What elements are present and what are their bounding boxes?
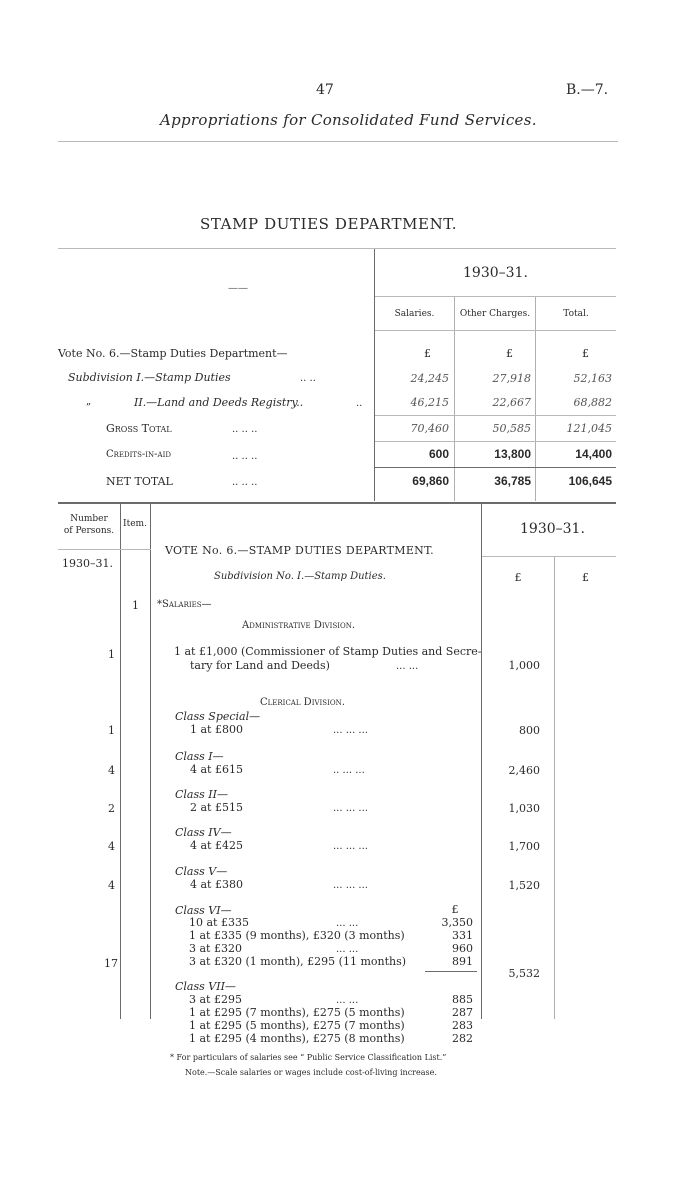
summary-vote-line: Vote No. 6.—Stamp Duties Department— [58,347,288,360]
class-name: Class II— [175,788,228,801]
summary-row-other: 27,918 [492,372,531,385]
class-name: Class IV— [175,826,232,839]
summary-col-salaries: Salaries. [394,309,435,319]
admin-line-2: tary for Land and Deeds) [190,659,330,672]
summary-gross-other: 50,585 [492,422,531,435]
summary-row-dots: .. [356,398,363,409]
class-vii-line: 3 at £295 [189,993,242,1006]
class-vi-dots: ... ... [336,918,359,929]
class-line: 1 at £800 [190,723,243,736]
summary-row-dots: .. .. [300,373,316,384]
salaries-heading: *Salaries— [157,599,212,610]
class-vi-amount: 331 [452,929,473,942]
summary-net-total: 106,645 [568,474,612,488]
class-vi-name: Class VI— [175,904,232,917]
class-vi-amount: 960 [452,942,473,955]
class-amount: 800 [519,724,540,737]
class-persons: 2 [108,802,115,815]
class-persons: 1 [108,724,115,737]
document-reference: B.—7. [566,82,609,98]
summary-col-head-rule [375,330,616,331]
detail-divider-total [554,557,555,1019]
summary-year-rule [375,296,616,297]
class-vi-currency: £ [451,903,459,916]
summary-currency-total: £ [582,347,589,360]
summary-row-ditto: „ [86,396,92,407]
class-vi-line: 1 at £335 (9 months), £320 (3 months) [189,929,405,942]
class-vi-sum-rule [425,971,477,972]
summary-credits-total: 14,400 [575,447,612,461]
class-vi-amount: 3,350 [441,916,473,929]
summary-row-total: 52,163 [573,372,612,385]
class-line: 4 at £615 [190,763,243,776]
class-vii-amount: 282 [452,1032,473,1045]
class-vii-amount: 287 [452,1006,473,1019]
subdivision-title: Subdivision No. I.—Stamp Duties. [214,571,386,582]
class-vii-amount: 885 [452,993,473,1006]
summary-row-label: II.—Land and Deeds Registry.. [134,396,304,409]
vote-title: VOTE No. 6.—STAMP DUTIES DEPARTMENT. [165,544,434,557]
summary-currency-other: £ [506,347,513,360]
class-line: 4 at £380 [190,878,243,891]
summary-row-other: 22,667 [492,396,531,409]
class-persons: 4 [108,840,115,853]
summary-net-dots: .. .. .. [232,477,258,488]
summary-year: 1930–31. [463,265,528,281]
class-vi-persons: 17 [104,957,118,970]
admin-dots: ... ... [396,661,419,672]
summary-credits-rule [375,467,616,468]
detail-col-number-l1: Number [70,514,108,524]
detail-year-right: 1930–31. [520,521,585,537]
class-amount: 1,700 [508,840,540,853]
summary-col-total: Total. [563,309,589,319]
summary-row-salaries: 46,215 [410,396,449,409]
detail-currency-amount: £ [514,571,522,584]
admin-amount: 1,000 [508,659,540,672]
detail-divider-persons [120,504,121,1019]
class-amount: 1,520 [508,879,540,892]
department-title: STAMP DUTIES DEPARTMENT. [200,215,458,233]
summary-gross-total: 121,045 [566,422,612,435]
detail-col-head-rule-left [58,549,151,550]
summary-row-label: Subdivision I.—Stamp Duties [68,371,231,384]
summary-net-other: 36,785 [494,474,531,488]
class-persons: 4 [108,764,115,777]
detail-col-head-rule-right [482,556,616,557]
summary-col-other: Other Charges. [459,309,531,319]
class-dots: .. ... ... [333,765,365,776]
summary-stub-dash: —— [228,283,248,294]
class-persons: 4 [108,879,115,892]
summary-net-label: NET TOTAL [106,475,173,488]
summary-credits-dots: .. .. .. [232,451,258,462]
class-amount: 1,030 [508,802,540,815]
class-vii-line: 1 at £295 (4 months), £275 (8 months) [189,1032,405,1045]
admin-division-heading: Administrative Division. [242,620,356,631]
summary-currency-salaries: £ [424,347,431,360]
summary-credits-label: Credits-in-aid [106,449,171,460]
class-dots: ... ... ... [333,880,368,891]
page-title: Appropriations for Consolidated Fund Services. [160,111,537,129]
admin-persons: 1 [108,648,115,661]
detail-col-item: Item. [123,519,147,529]
summary-gross-dots: .. .. .. [232,424,258,435]
class-vii-line: 1 at £295 (7 months), £275 (5 months) [189,1006,405,1019]
class-vii-name: Class VII— [175,980,236,993]
footnote: * For particulars of salaries see “ Public Service Classification List.” [170,1053,447,1062]
summary-row-total: 68,882 [573,396,612,409]
summary-subtotal-rule [375,415,616,416]
summary-credits-other: 13,800 [494,447,531,461]
item-number: 1 [132,599,139,612]
class-name: Class I— [175,750,224,763]
class-line: 4 at £425 [190,839,243,852]
clerical-division-heading: Clerical Division. [260,697,345,708]
detail-year-left: 1930–31. [62,557,113,570]
detail-divider-item [150,504,151,1019]
class-name: Class Special— [175,710,261,723]
page-number: 47 [316,82,334,98]
class-dots: ... ... ... [333,725,368,736]
class-vi-line: 3 at £320 (1 month), £295 (11 months) [189,955,407,968]
summary-gross-rule [375,441,616,442]
class-vi-amount: 891 [452,955,473,968]
summary-credits-salaries: 600 [428,447,449,461]
scale-note: Note.—Scale salaries or wages include cost-of-living increase. [185,1068,437,1077]
class-name: Class V— [175,865,228,878]
class-dots: ... ... ... [333,841,368,852]
class-vii-amount: 283 [452,1019,473,1032]
summary-gross-label: Gross Total [106,422,172,435]
class-vi-total: 5,532 [508,967,540,980]
class-amount: 2,460 [508,764,540,777]
class-vii-dots: ... ... [336,995,359,1006]
detail-currency-total: £ [582,571,589,584]
class-vii-line: 1 at £295 (5 months), £275 (7 months) [189,1019,405,1032]
summary-top-rule [58,248,616,249]
class-line: 2 at £515 [190,801,243,814]
class-vi-line: 3 at £320 [189,942,242,955]
admin-line-1: 1 at £1,000 (Commissioner of Stamp Duties and Secre- [174,645,482,658]
header-rule [58,141,618,142]
class-vi-dots: ... ... [336,944,359,955]
summary-net-salaries: 69,860 [412,474,449,488]
class-vi-line: 10 at £335 [189,916,249,929]
detail-col-number-l2: of Persons. [63,526,115,536]
summary-row-salaries: 24,245 [410,372,449,385]
detail-top-rule [58,502,616,504]
summary-gross-salaries: 70,460 [410,422,449,435]
class-dots: ... ... ... [333,803,368,814]
